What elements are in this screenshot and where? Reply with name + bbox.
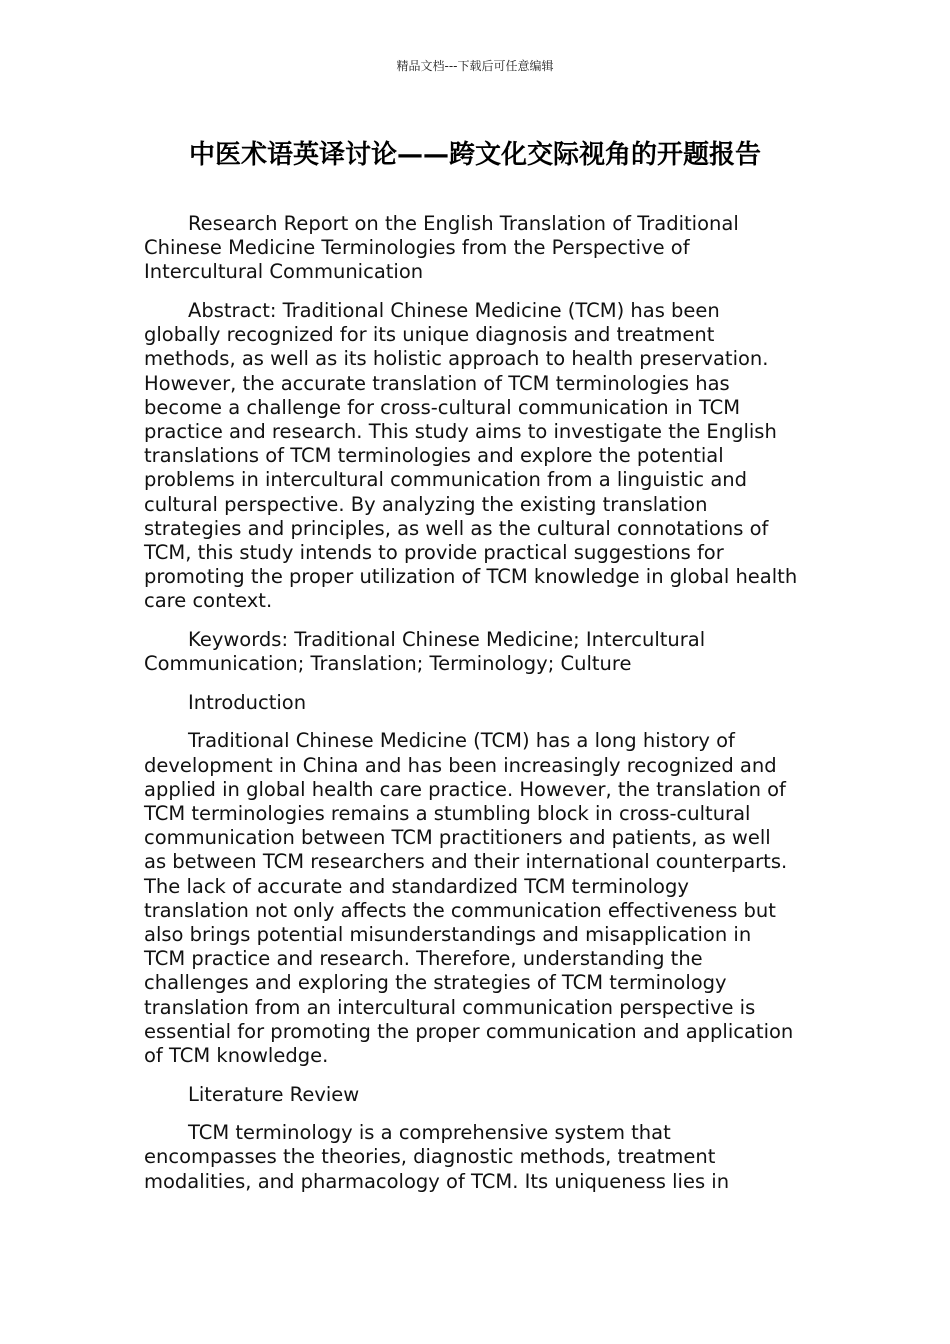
header-note: 精品文档---下载后可任意编辑	[396, 59, 554, 73]
document-title: 中医术语英译讨论——跨文化交际视角的开题报告	[188, 140, 761, 170]
literature-review-paragraph: TCM terminology is a comprehensive system that encompasses the theories, diagnostic methods, treatment modalities, and pharmacology of TCM. Its uniqueness lies in	[144, 1121, 730, 1193]
keywords-paragraph: Keywords: Traditional Chinese Medicine; Intercultural Communication; Translation; Terminology; Culture	[144, 628, 706, 676]
document-body	[144, 212, 798, 1208]
introduction-paragraph: Traditional Chinese Medicine (TCM) has a long history of development in China and has been increasingly recognized and applied in global health care practice. However, the translation of TCM terminologies remains a stumbling block in cross-cultural communication between TCM practitioners and patients, as well as between TCM researchers and their international counterparts. The lack of accurate and standardized TCM terminology translation not only affects the communication effectiveness but also brings potential misunderstandings and misapplication in TCM practice and research. Therefore, understanding the challenges and exploring the strategies of TCM terminology translation from an intercultural communication perspective is essential for promoting the proper communication and application of TCM knowledge.	[144, 729, 794, 1068]
report-english-title: Research Report on the English Translation of Traditional Chinese Medicine Terminologies from the Perspective of Intercultural Communication	[144, 212, 739, 284]
section-heading-literature-review: Literature Review	[188, 1082, 360, 1106]
section-heading-introduction: Introduction	[188, 690, 307, 714]
abstract-paragraph: Abstract: Traditional Chinese Medicine (TCM) has been globally recognized for its unique diagnosis and treatment methods, as well as its holistic approach to health preservation. However, the accurate translation of TCM terminologies has become a challenge for cross-cultural communication in TCM practice and research. This study aims to investigate the English translations of TCM terminologies and explore the potential problems in intercultural communication from a linguistic and cultural perspective. By analyzing the existing translation strategies and principles, as well as the cultural connotations of TCM, this study intends to provide practical suggestions for promoting the proper utilization of TCM knowledge in global health care context.	[144, 299, 798, 613]
